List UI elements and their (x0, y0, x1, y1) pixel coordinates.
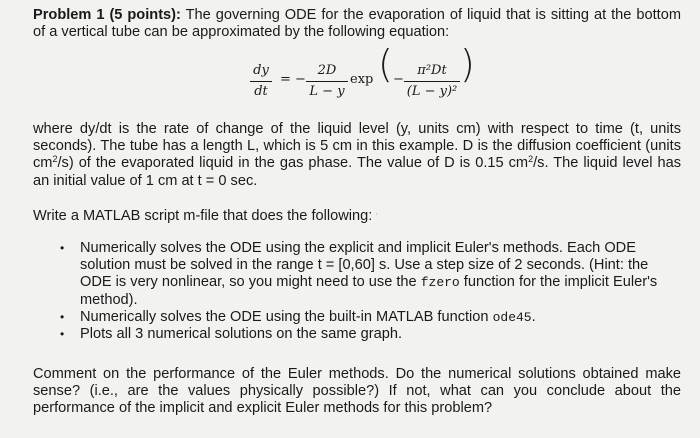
bullet-icon: • (60, 327, 65, 342)
coefficient-denominator: L − y (309, 84, 345, 100)
lhs-numerator: dy (253, 63, 269, 78)
coefficient-numerator: 2D (317, 63, 337, 78)
task-item-plot (60, 326, 682, 343)
lhs-fraction (250, 62, 272, 100)
task-lead-text: Write a MATLAB script m-file that does the following: (33, 208, 373, 224)
task-item-text: Numerically solves the ODE using the explicit and implicit Euler's methods. Each ODE solution must be solved in the range t = [0,60] s. Use a step size of 2 seconds. (Hint: the ODE is very nonlinear, so you might need to use the (80, 240, 649, 291)
exp-function: exp (350, 72, 374, 87)
coefficient-fraction (306, 62, 348, 100)
comment-paragraph: Comment on the performance of the Euler methods. Do the numerical solutions obtained make sense? (i.e., are the values physically possible?) If not, what can you conclude about the performance of the implicit and explicit Euler methods for this problem? (33, 366, 681, 417)
exponent-denominator: (L − y)² (406, 84, 458, 100)
bullet-icon: • (60, 309, 65, 324)
exp-minus-sign: − (393, 72, 404, 87)
description-text-2: /s) of the evaporated liquid in the gas phase. The value of D is 0.15 cm (57, 155, 529, 172)
superscript-2: 2 (52, 154, 58, 165)
task-item-text-end: function for the implicit Euler's method). (80, 274, 658, 308)
code-fzero: fzero (420, 275, 460, 291)
text-cursor-mark: ‘ (375, 211, 378, 223)
description-text-3: /s. The liquid level has an initial value of 1 cm at t = 0 sec. (33, 155, 681, 189)
task-lead (33, 208, 681, 226)
lhs-denominator: dt (254, 84, 268, 100)
equals-sign: = (280, 72, 291, 87)
right-paren: ) (460, 42, 475, 86)
task-item-text-end: . (531, 308, 536, 325)
minus-sign: − (295, 72, 306, 87)
task-list (60, 240, 682, 343)
task-item-euler (60, 240, 682, 309)
exponent-numerator: π²Dt (417, 63, 447, 78)
ode-equation (240, 42, 500, 110)
exponent-fraction (404, 62, 460, 100)
superscript-2b: 2 (528, 154, 534, 165)
description-text-1: where dy/dt is the rate of change of the liquid level (y, units cm) with respect to time (t, units seconds). The tube has a length L, which is 5 cm in this example. D is the diffusion coefficient (units cm (33, 121, 681, 172)
problem-intro: The governing ODE for the evaporation of liquid that is sitting at the bottom of a vertical tube can be approximated by the following equation: (33, 7, 681, 41)
task-item-text: Plots all 3 numerical solutions on the same graph. (80, 326, 403, 343)
problem-statement (33, 7, 681, 41)
task-item-ode45 (60, 309, 682, 326)
bullet-icon: • (60, 241, 65, 255)
task-item-text: Numerically solves the ODE using the built-in MATLAB function (80, 308, 493, 325)
code-ode45: ode45 (492, 309, 532, 325)
variable-description (33, 121, 681, 190)
left-paren: ( (378, 42, 393, 86)
problem-heading: Problem 1 (5 points): (33, 7, 181, 23)
